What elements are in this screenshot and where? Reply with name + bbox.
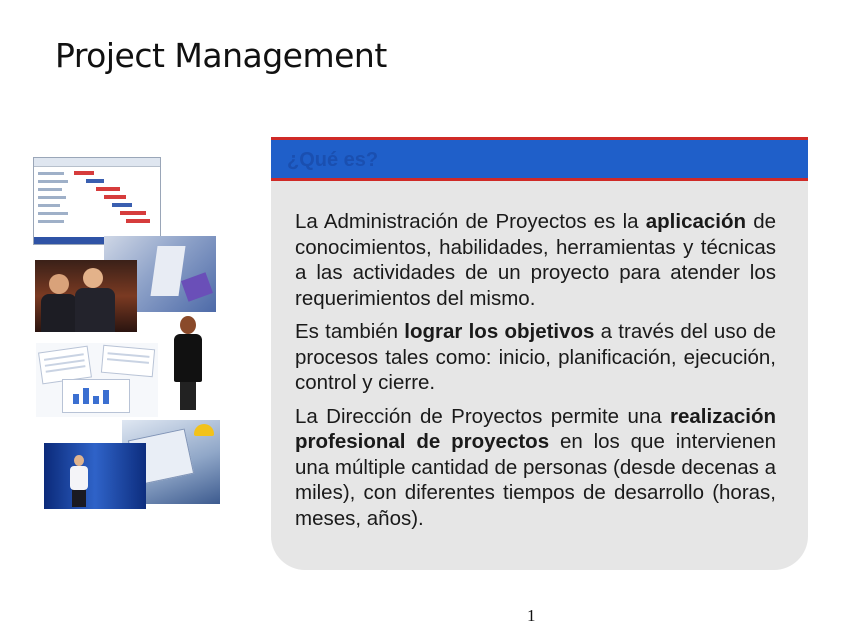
documents-image (36, 343, 158, 417)
bold-term: lograr los objetivos (404, 320, 595, 343)
definition-panel (271, 137, 808, 570)
paragraph-text: en los que intervienen una múltiple cantidad de personas (desde decenas a miles), con diferentes tiempos de desarrollo (horas, meses, años). (295, 430, 776, 530)
page-number: 1 (527, 606, 536, 625)
bold-term: aplicación (645, 210, 747, 233)
bold-term: realización profesional de proyectos (295, 404, 776, 453)
paragraph-text: de conocimientos, habilidades, herramientas y técnicas a las actividades de un proyecto para atender los requerimientos del mismo. (295, 210, 776, 310)
businesswoman-image (160, 312, 216, 412)
panel-header (271, 137, 808, 181)
panel-heading: ¿Qué es? (287, 149, 379, 171)
gantt-chart-image (33, 157, 161, 245)
slide-title: Project Management (55, 36, 387, 75)
running-businessman-image (44, 443, 146, 509)
paragraph-direction (295, 404, 776, 532)
paragraph-objectives (295, 319, 776, 396)
paragraph-definition (295, 209, 776, 311)
paragraph-text: a través del uso de procesos tales como: inicio, planificación, ejecución, control y cierre. (295, 320, 776, 394)
paragraph-text: Es también (295, 320, 405, 343)
panel-body (295, 209, 776, 539)
business-meeting-image (35, 260, 137, 332)
paragraph-text: La Administración de Proyectos es la (295, 210, 646, 233)
paragraph-text: La Dirección de Proyectos permite una (295, 404, 671, 428)
image-collage (0, 0, 240, 636)
